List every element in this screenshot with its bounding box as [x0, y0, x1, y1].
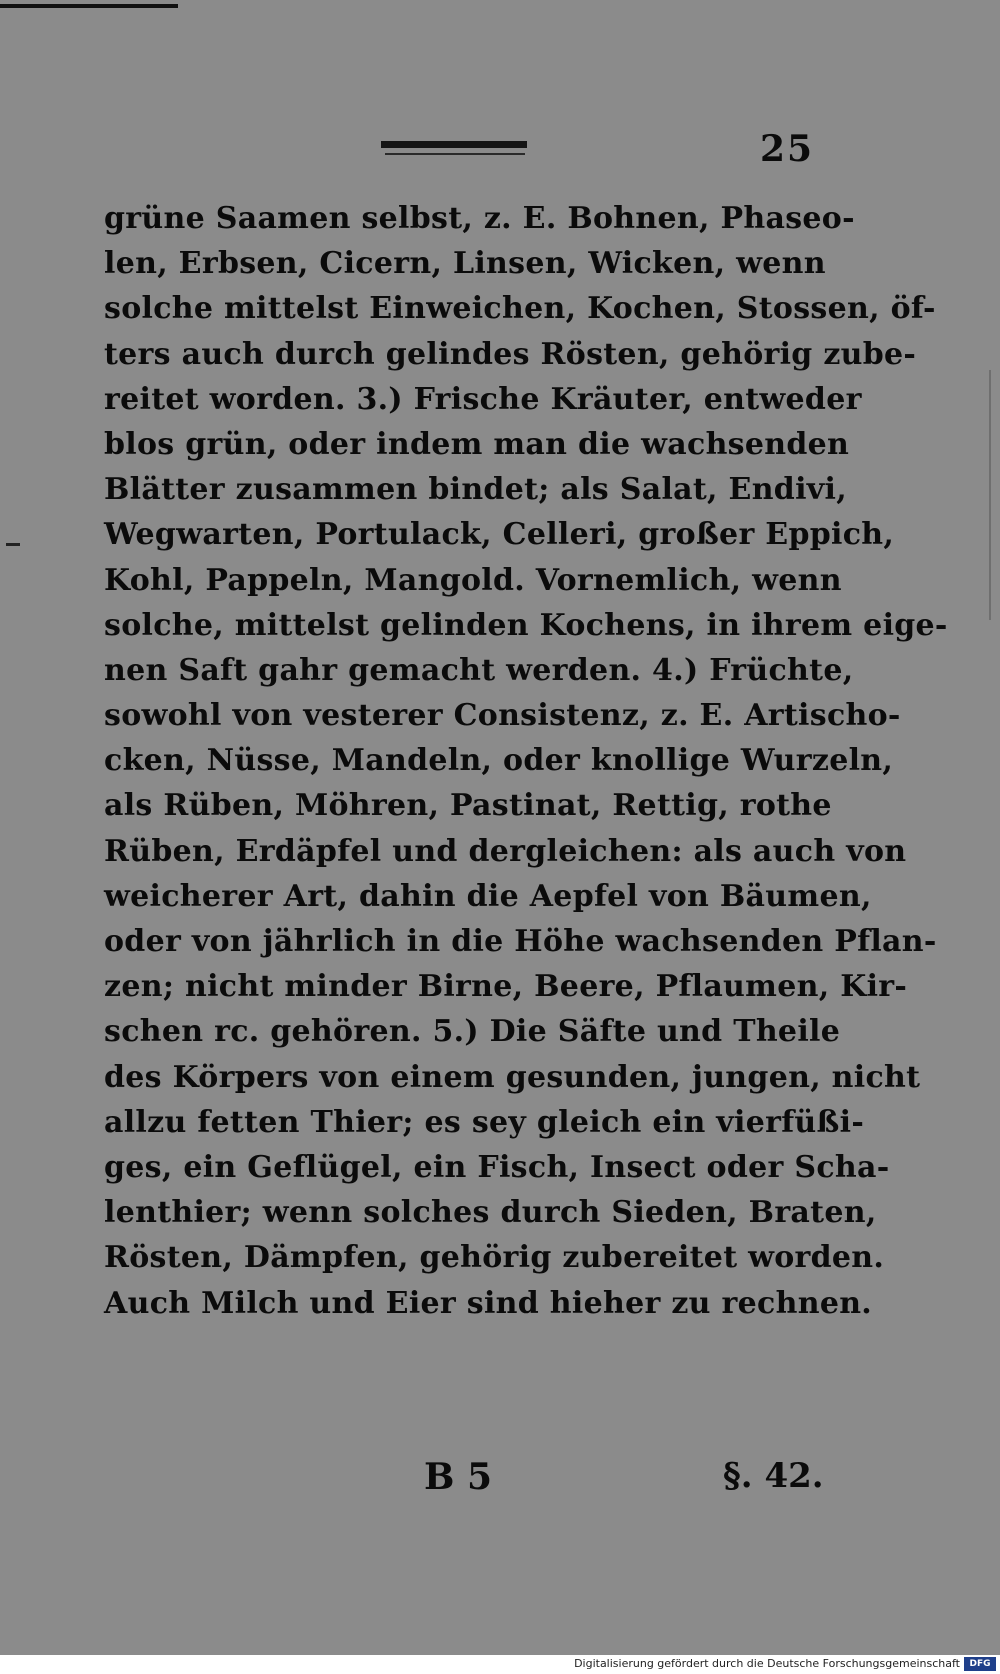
text-line: nen Saft gahr gemacht werden. 4.) Früchte, [104, 652, 854, 688]
text-line: allzu fetten Thier; es sey gleich ein vierfüßi- [104, 1104, 865, 1140]
text-line: ters auch durch gelindes Rösten, gehörig zube- [104, 336, 917, 372]
text-line: ges, ein Geflügel, ein Fisch, Insect oder Scha- [104, 1149, 890, 1185]
margin-mark [6, 543, 20, 546]
text-line: Wegwarten, Portulack, Celleri, großer Eppich, [104, 517, 895, 553]
catchword: §. 42. [723, 1456, 824, 1496]
dfg-logo-icon: DFG [964, 1657, 996, 1671]
text-line: blos grün, oder indem man die wachsenden [104, 426, 850, 462]
text-line: Auch Milch und Eier sind hieher zu rechnen. [104, 1285, 873, 1321]
text-line: Rüben, Erdäpfel und dergleichen: als auch von [104, 833, 907, 869]
ornament-bar-thick [381, 141, 527, 148]
text-line: oder von jährlich in die Höhe wachsenden Pflan- [104, 924, 937, 959]
header-ornament [381, 135, 527, 161]
ornament-bar-thin [385, 153, 525, 155]
text-line: solche mittelst Einweichen, Kochen, Stossen, öf- [104, 291, 936, 327]
text-line: len, Erbsen, Cicern, Linsen, Wicken, wenn [104, 246, 826, 282]
text-line: weicherer Art, dahin die Aepfel von Bäumen, [104, 878, 872, 914]
body-text [104, 196, 948, 1326]
signature-mark: B 5 [424, 1456, 493, 1498]
text-line: Blätter zusammen bindet; als Salat, Endivi, [104, 472, 847, 508]
text-line: cken, Nüsse, Mandeln, oder knollige Wurzeln, [104, 743, 894, 779]
text-line: sowohl von vesterer Consistenz, z. E. Artischo- [104, 698, 901, 734]
text-line: lenthier; wenn solches durch Sieden, Braten, [104, 1195, 877, 1231]
text-line: schen rc. gehören. 5.) Die Säfte und Theile [104, 1014, 841, 1050]
text-line: grüne Saamen selbst, z. E. Bohnen, Phaseo- [104, 201, 855, 236]
text-line: als Rüben, Möhren, Pastinat, Rettig, rothe [104, 788, 832, 824]
page-number: 25 [760, 128, 815, 170]
text-line: des Körpers von einem gesunden, jungen, nicht [104, 1059, 921, 1095]
text-line: Kohl, Pappeln, Mangold. Vornemlich, wenn [104, 562, 842, 598]
footer-credit: Digitalisierung gefördert durch die Deutsche Forschungsgemeinschaft [574, 1657, 960, 1670]
text-line: Rösten, Dämpfen, gehörig zubereitet worden. [104, 1240, 885, 1276]
text-line: zen; nicht minder Birne, Beere, Pflaumen, Kir- [104, 969, 908, 1005]
text-line: reitet worden. 3.) Frische Kräuter, entweder [104, 381, 862, 417]
top-rule [0, 4, 178, 8]
text-line: solche, mittelst gelinden Kochens, in ihrem eige- [104, 607, 948, 643]
scan-edge-mark [989, 370, 991, 620]
